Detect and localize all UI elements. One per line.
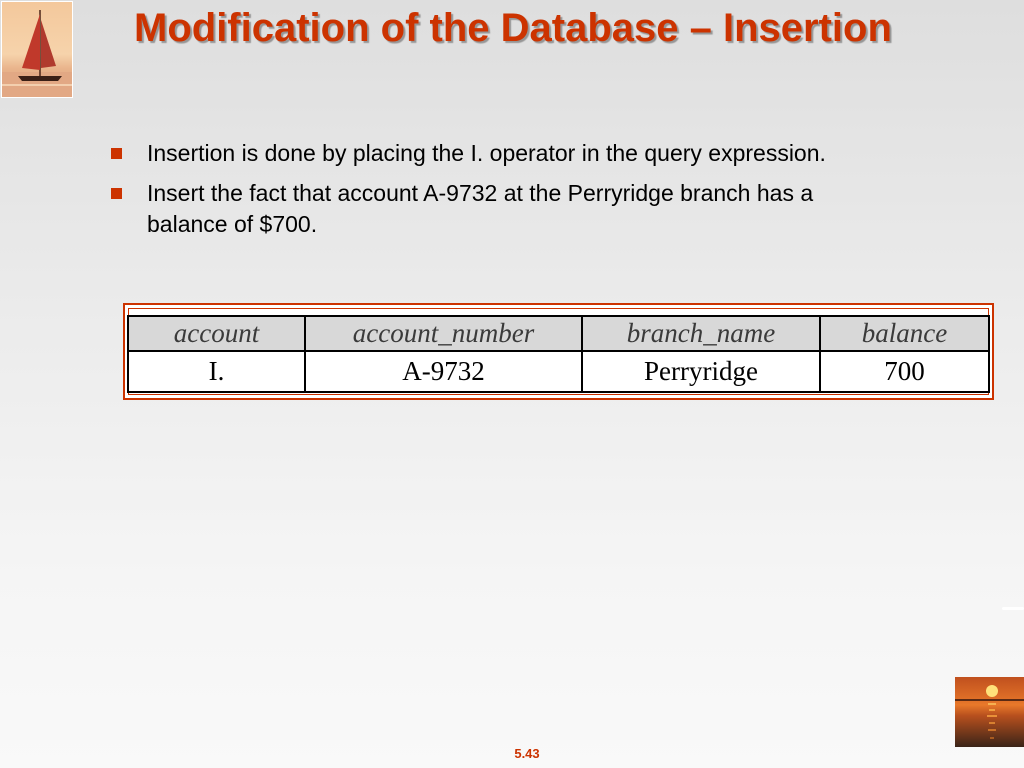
square-bullet-icon bbox=[111, 148, 122, 159]
qbe-header-row bbox=[128, 316, 989, 351]
qbe-table bbox=[127, 315, 990, 393]
qbe-cell: Perryridge bbox=[582, 351, 820, 392]
bullet-list bbox=[108, 138, 888, 249]
sunset-image bbox=[955, 677, 1024, 747]
qbe-header-cell: branch_name bbox=[582, 316, 820, 351]
qbe-cell: I. bbox=[128, 351, 305, 392]
qbe-data-row bbox=[128, 351, 989, 392]
sailboat-image bbox=[1, 1, 73, 98]
qbe-cell: 700 bbox=[820, 351, 989, 392]
bullet-text: Insertion is done by placing the I. operator in the query expression. bbox=[147, 140, 826, 166]
square-bullet-icon bbox=[111, 188, 122, 199]
bullet-text: Insert the fact that account A-9732 at the Perryridge branch has a balance of $700. bbox=[147, 180, 814, 237]
page-number: 5.43 bbox=[514, 746, 540, 761]
bullet-item bbox=[108, 178, 888, 240]
qbe-table-frame bbox=[123, 303, 994, 400]
slide-title: Modification of the Database – Insertion bbox=[134, 6, 892, 50]
qbe-cell: A-9732 bbox=[305, 351, 582, 392]
bullet-item bbox=[108, 138, 888, 169]
decorative-line bbox=[1002, 607, 1024, 610]
qbe-header-cell: account bbox=[128, 316, 305, 351]
qbe-header-cell: balance bbox=[820, 316, 989, 351]
qbe-header-cell: account_number bbox=[305, 316, 582, 351]
